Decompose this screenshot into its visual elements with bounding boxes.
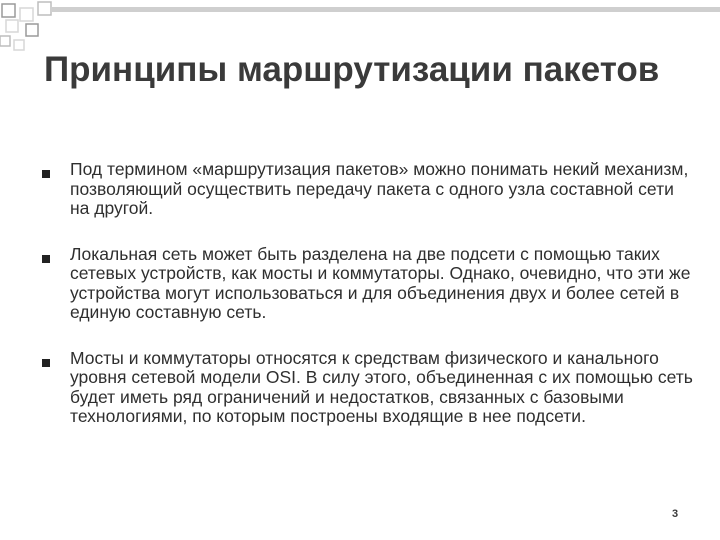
bullet-list bbox=[38, 160, 698, 453]
header-bar bbox=[50, 7, 720, 12]
bullet-item bbox=[38, 349, 698, 427]
header-square bbox=[14, 40, 24, 50]
header-square bbox=[2, 4, 15, 17]
slide-title: Принципы маршрутизации пакетов bbox=[44, 50, 660, 89]
bullet-item bbox=[38, 160, 698, 219]
square-bullet-icon bbox=[42, 359, 50, 367]
bullet-item bbox=[38, 245, 698, 323]
square-bullet-icon bbox=[42, 170, 50, 178]
header-square bbox=[6, 20, 18, 32]
header-square bbox=[26, 24, 38, 36]
header-square bbox=[0, 36, 10, 46]
page-number: 3 bbox=[671, 508, 679, 520]
bullet-text: Под термином «маршрутизация пакетов» можно понимать некий механизм, позволяющий осуществить передачу пакета с одного узла составной сети на другой. bbox=[70, 159, 689, 218]
bullet-text: Мосты и коммутаторы относятся к средствам физического и канального уровня сетевой модели OSI. В силу этого, объединенная с их помощью сеть будет иметь ряд ограничений и недостатков, связанных с базовыми технологиями, по которым построены входящие в нее подсети. bbox=[70, 347, 693, 426]
header-square bbox=[38, 2, 51, 15]
bullet-text: Локальная сеть может быть разделена на две подсети с помощью таких сетевых устройств, как мосты и коммутаторы. Однако, очевидно, что эти же устройства могут использоваться и для объединения двух и более сетей в единую составную сеть. bbox=[70, 243, 691, 322]
square-bullet-icon bbox=[42, 255, 50, 263]
header-square bbox=[20, 8, 33, 21]
